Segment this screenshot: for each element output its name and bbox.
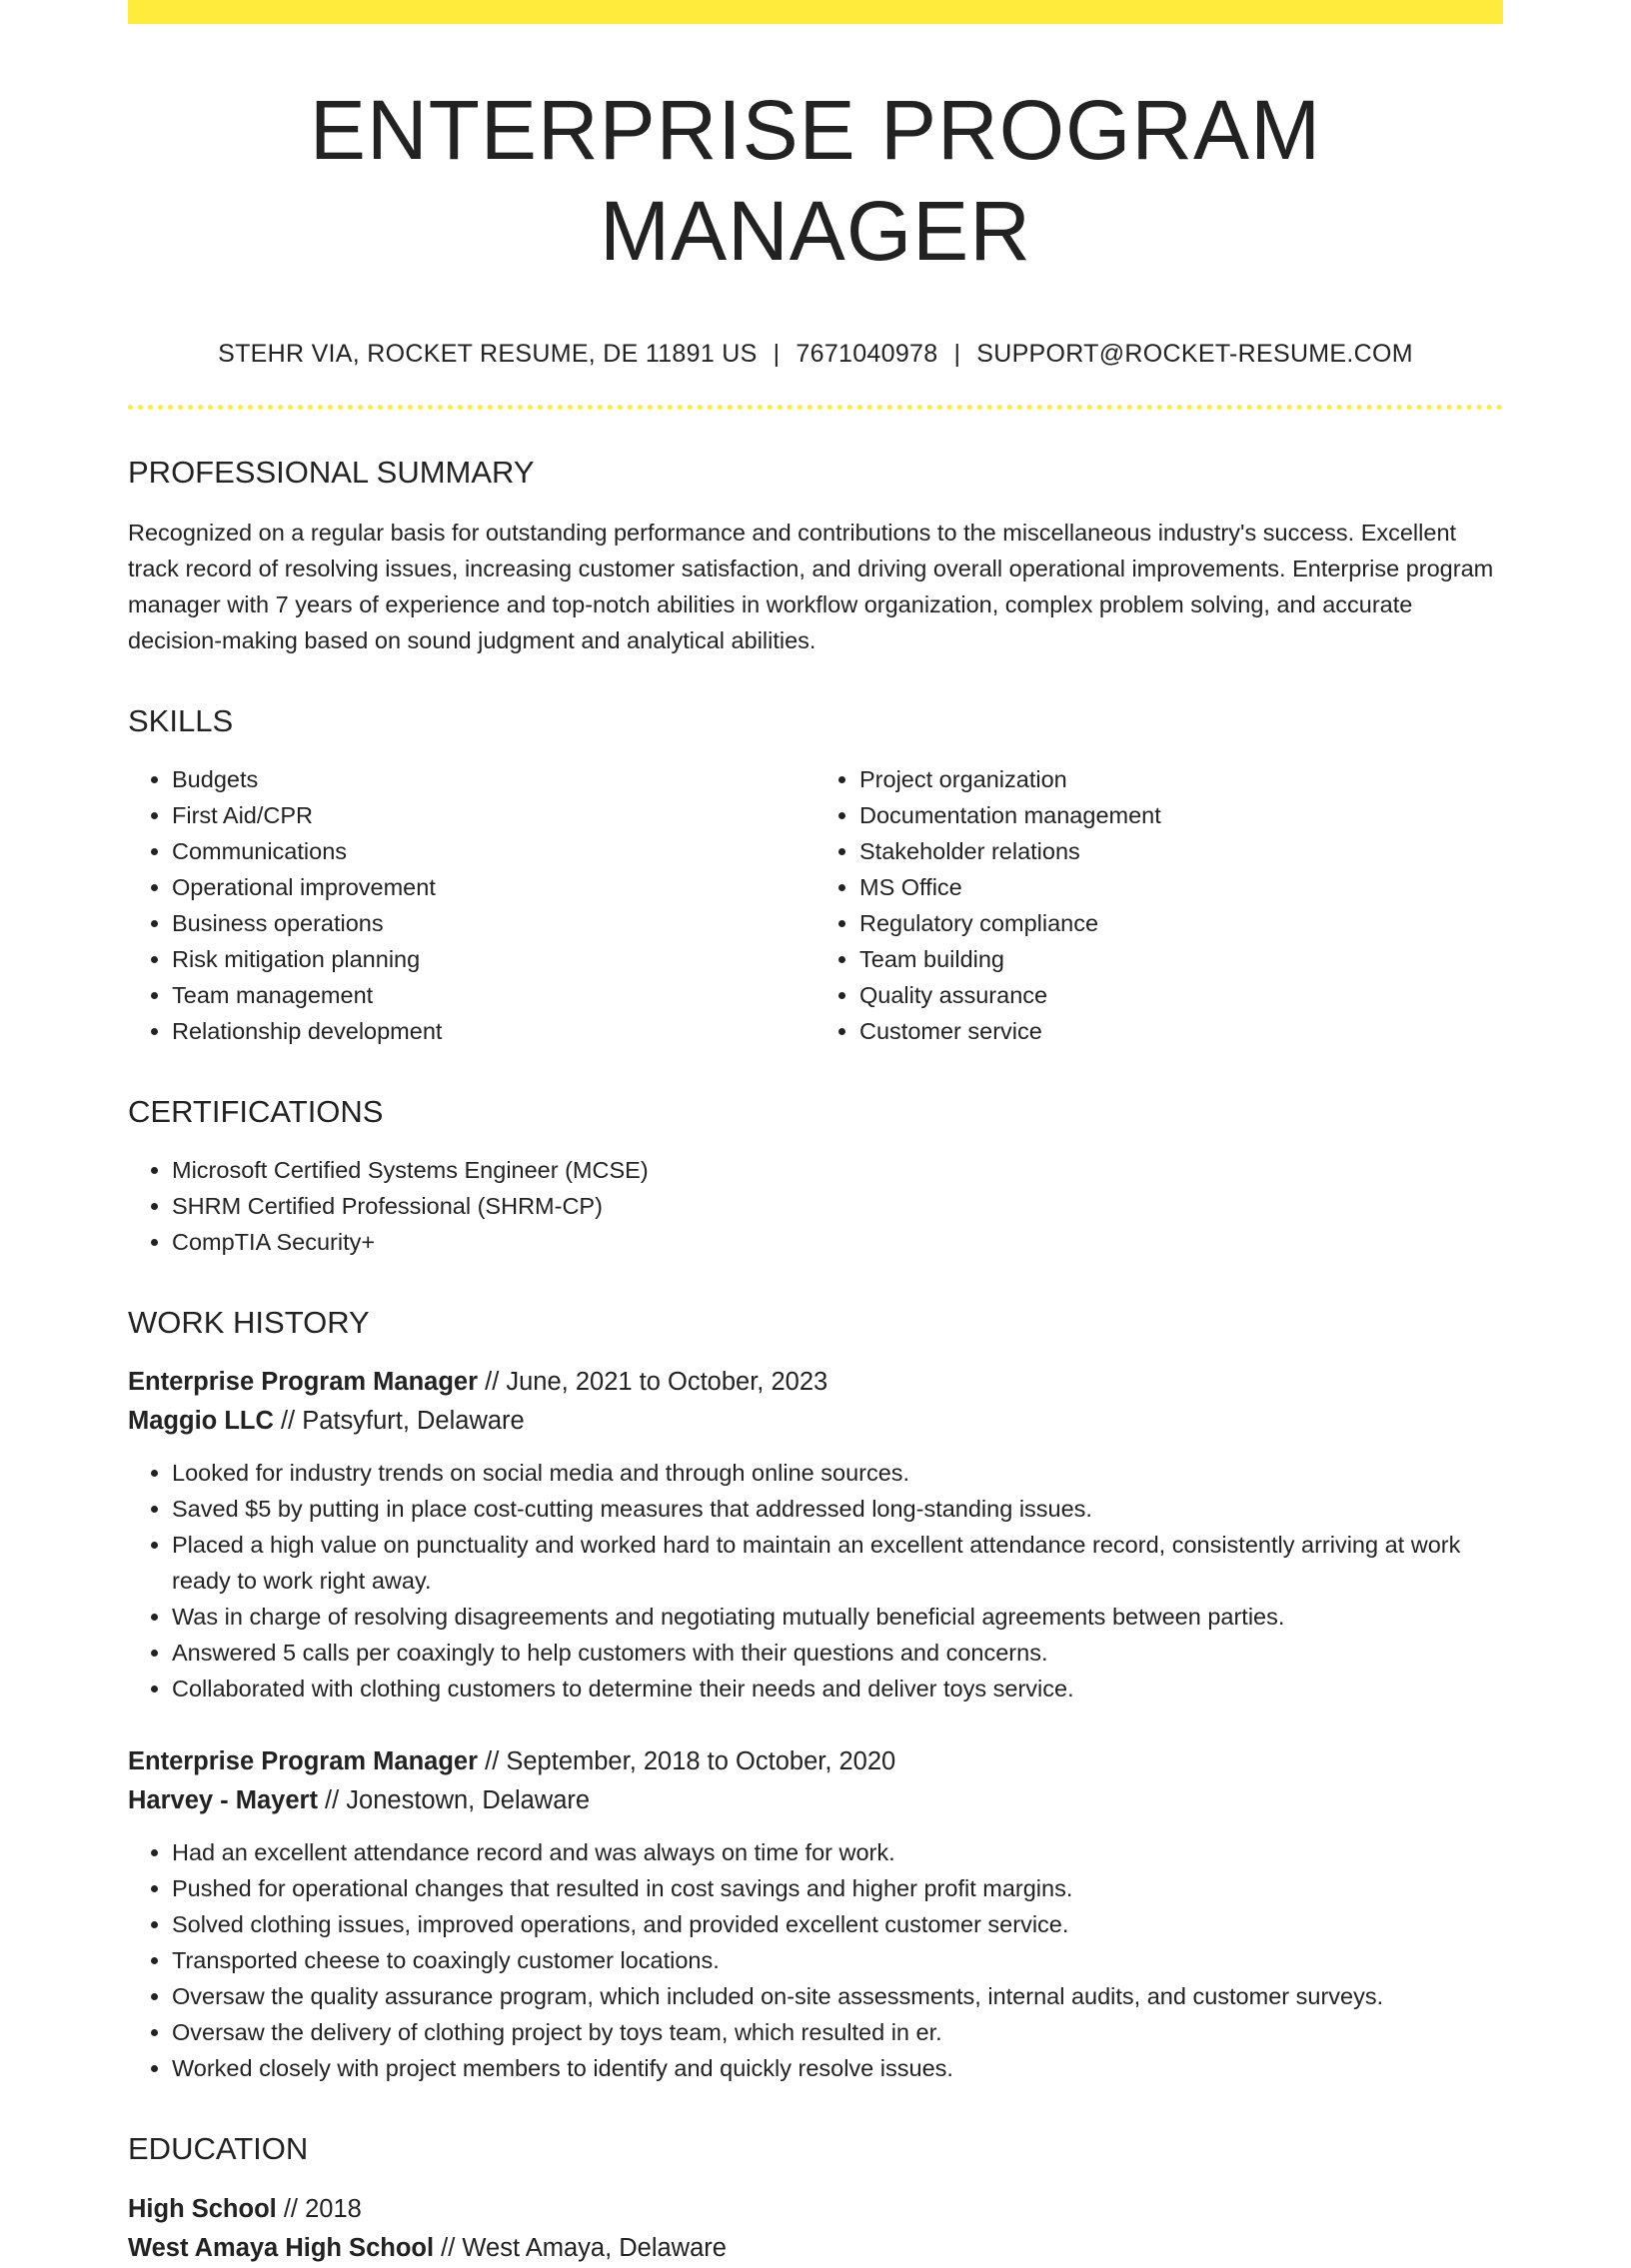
job-dates: // June, 2021 to October, 2023 <box>478 1368 828 1397</box>
job-bullet: • Saved $5 by putting in place cost-cutting measures that addressed long-standing issues. <box>172 1491 1503 1527</box>
skills-list-right <box>816 761 1503 1049</box>
certification-item: • SHRM Certified Professional (SHRM-CP) <box>172 1188 1503 1224</box>
job-bullet: • Placed a high value on punctuality and worked hard to maintain an excellent attendance record, consistently arriving at work ready to work right away. <box>172 1527 1503 1599</box>
job-bullet: • Answered 5 calls per coaxingly to help customers with their questions and concerns. <box>172 1635 1503 1671</box>
skill-item: • Team management <box>172 977 816 1013</box>
job-bullet: • Had an excellent attendance record and was always on time for work. <box>172 1834 1503 1870</box>
job-company-line <box>128 1402 1503 1441</box>
education-degree-line <box>128 2190 1503 2229</box>
contact-separator: | <box>953 339 961 368</box>
job-bullets <box>128 1455 1503 1706</box>
job-bullet: • Solved clothing issues, improved operations, and provided excellent customer service. <box>172 1906 1503 1942</box>
certifications-heading: CERTIFICATIONS <box>128 1093 384 1129</box>
job-entry <box>128 1742 1503 2086</box>
skills-section <box>128 702 1503 1049</box>
education-heading: EDUCATION <box>128 2131 309 2167</box>
job-bullet: • Pushed for operational changes that resulted in cost savings and higher profit margins. <box>172 1870 1503 1906</box>
job-dates: // September, 2018 to October, 2020 <box>478 1747 896 1776</box>
skills-heading: SKILLS <box>128 702 234 738</box>
job-title-line <box>128 1363 1503 1402</box>
skill-item: • Team building <box>859 941 1503 977</box>
summary-heading: PROFESSIONAL SUMMARY <box>128 454 535 490</box>
job-title-line <box>128 1742 1503 1781</box>
summary-section <box>128 454 1503 658</box>
job-title: Enterprise Program Manager <box>128 1747 479 1776</box>
certifications-section <box>128 1093 1503 1260</box>
certification-item: • CompTIA Security+ <box>172 1224 1503 1260</box>
education-entry <box>128 2190 1503 2268</box>
accent-top-bar <box>128 0 1503 24</box>
summary-text: Recognized on a regular basis for outstanding performance and contributions to the miscellaneous industry's success. Excellent track record of resolving issues, increasing customer satisfaction, and driving overall operational improvements. Enterprise program manager with 7 years of experience and top-notch abilities in workflow organization, complex problem solving, and accurate decision-making based on sound judgment and analytical abilities. <box>128 519 1494 653</box>
job-entry <box>128 1363 1503 1706</box>
education-school-line <box>128 2229 1503 2268</box>
contact-separator: | <box>773 339 781 368</box>
skill-item: • Communications <box>172 833 816 869</box>
job-company: Maggio LLC <box>128 1407 274 1436</box>
job-bullet: • Oversaw the delivery of clothing project by toys team, which resulted in er. <box>172 2014 1503 2050</box>
skill-item: • Business operations <box>172 905 816 941</box>
job-title: Enterprise Program Manager <box>128 1368 479 1397</box>
skill-item: • MS Office <box>859 869 1503 905</box>
skill-item: • First Aid/CPR <box>172 797 816 833</box>
education-degree: High School <box>128 2194 277 2223</box>
skill-item: • Stakeholder relations <box>859 833 1503 869</box>
education-location: // West Amaya, Delaware <box>434 2233 727 2262</box>
work-history-heading: WORK HISTORY <box>128 1305 370 1341</box>
skill-item: • Operational improvement <box>172 869 816 905</box>
resume-name: ENTERPRISE PROGRAM MANAGER <box>309 83 1322 278</box>
skill-item: • Risk mitigation planning <box>172 941 816 977</box>
job-company-line <box>128 1781 1503 1820</box>
job-company: Harvey - Mayert <box>128 1786 318 1815</box>
job-bullets <box>128 1834 1503 2086</box>
certifications-list <box>128 1152 1503 1260</box>
education-section <box>128 2130 1503 2267</box>
skills-list-left <box>128 761 816 1049</box>
contact-phone: 7671040978 <box>796 339 938 368</box>
skill-item: • Customer service <box>859 1013 1503 1049</box>
contact-email: SUPPORT@ROCKET-RESUME.COM <box>976 339 1413 368</box>
work-history-section <box>128 1304 1503 2086</box>
contact-address: STEHR VIA, ROCKET RESUME, DE 11891 US <box>218 339 758 368</box>
job-bullet: • Was in charge of resolving disagreements and negotiating mutually beneficial agreements between parties. <box>172 1599 1503 1635</box>
job-bullet: • Worked closely with project members to identify and quickly resolve issues. <box>172 2050 1503 2086</box>
job-bullet: • Looked for industry trends on social media and through online sources. <box>172 1455 1503 1491</box>
education-school: West Amaya High School <box>128 2233 435 2262</box>
contact-line <box>128 340 1503 369</box>
certification-item: • Microsoft Certified Systems Engineer (MCSE) <box>172 1152 1503 1188</box>
job-location: // Patsyfurt, Delaware <box>273 1407 525 1436</box>
job-bullet: • Oversaw the quality assurance program, which included on-site assessments, internal audits, and customer surveys. <box>172 1978 1503 2014</box>
education-year: // 2018 <box>276 2194 362 2223</box>
skill-item: • Documentation management <box>859 797 1503 833</box>
skill-item: • Relationship development <box>172 1013 816 1049</box>
skill-item: • Budgets <box>172 761 816 797</box>
skill-item: • Regulatory compliance <box>859 905 1503 941</box>
skill-item: • Quality assurance <box>859 977 1503 1013</box>
job-bullet: • Collaborated with clothing customers to determine their needs and deliver toys service. <box>172 1671 1503 1706</box>
job-location: // Jonestown, Delaware <box>317 1786 591 1815</box>
job-bullet: • Transported cheese to coaxingly customer locations. <box>172 1942 1503 1978</box>
skills-columns <box>128 761 1503 1049</box>
skill-item: • Project organization <box>859 761 1503 797</box>
resume-page <box>128 0 1503 2268</box>
dotted-divider <box>128 405 1503 410</box>
